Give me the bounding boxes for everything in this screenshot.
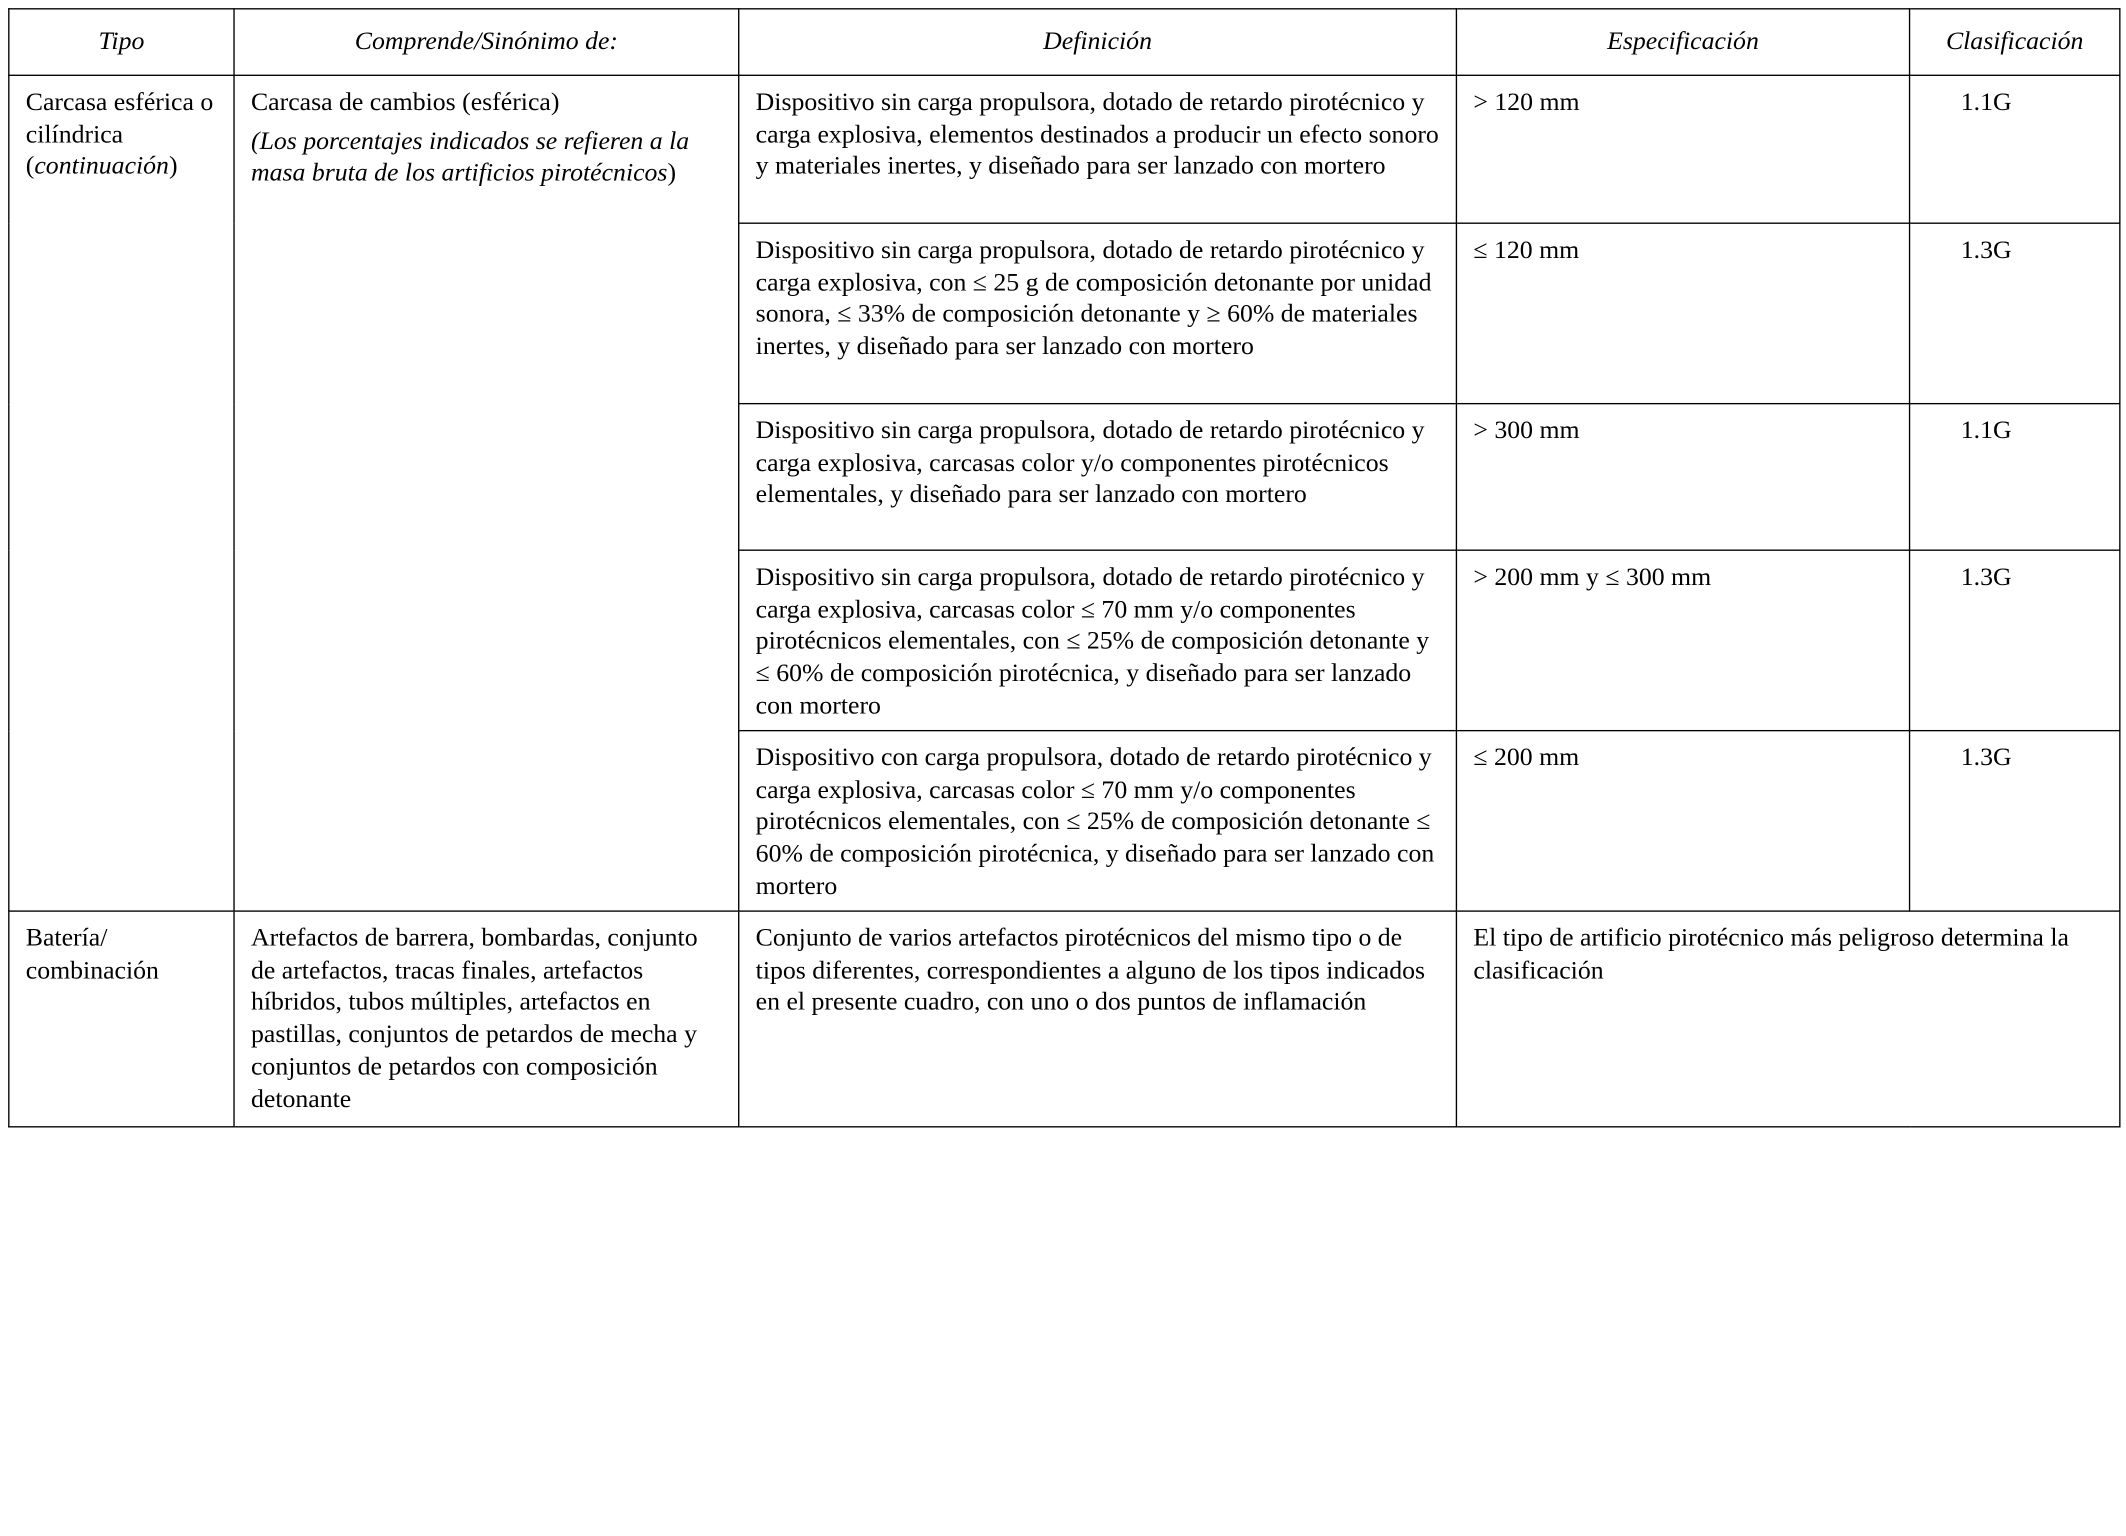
cell-especificacion-clasificacion: El tipo de artificio pirotécnico más peligroso determina la clasificación bbox=[1456, 911, 2119, 1127]
header-especificacion: Especificación bbox=[1456, 9, 1909, 75]
comprende-note: Los porcentajes indicados se refieren a la masa bruta de los artificios pirotécnicos bbox=[250, 127, 690, 188]
classification-table bbox=[8, 8, 2120, 1128]
cell-especificacion: ≤ 120 mm bbox=[1456, 223, 1909, 403]
header-row bbox=[9, 9, 2120, 75]
cell-especificacion: > 200 mm y ≤ 300 mm bbox=[1456, 550, 1909, 730]
header-tipo: Tipo bbox=[9, 9, 234, 75]
cell-tipo: Batería/ combinación bbox=[9, 911, 234, 1127]
cell-clasificacion: 1.1G bbox=[1910, 404, 2120, 551]
cell-definicion: Dispositivo sin carga propulsora, dotado de retardo pirotécnico y carga explosiva, carcasas color y/o componentes pirotécnicos elementales, y diseñado para ser lanzado con mortero bbox=[739, 404, 1457, 551]
cell-clasificacion: 1.3G bbox=[1910, 223, 2120, 403]
header-definicion: Definición bbox=[739, 9, 1457, 75]
cell-clasificacion: 1.3G bbox=[1910, 731, 2120, 911]
cell-comprende bbox=[234, 75, 739, 911]
table-row bbox=[9, 75, 2120, 223]
cell-definicion: Conjunto de varios artefactos pirotécnicos del mismo tipo o de tipos diferentes, correspondientes a alguno de los tipos indicados en el presente cuadro, con uno o dos puntos de inflamación bbox=[739, 911, 1457, 1127]
cell-definicion: Dispositivo sin carga propulsora, dotado de retardo pirotécnico y carga explosiva, carcasas color ≤ 70 mm y/o componentes pirotécnicos elementales, con ≤ 25% de composición detonante y ≤ 60% de composición pirotécnica, y diseñado para ser lanzado con mortero bbox=[739, 550, 1457, 730]
tipo-main: Carcasa esférica o cilíndrica bbox=[25, 88, 214, 149]
comprende-note-wrap: (Los porcentajes indicados se refieren a la masa bruta de los artificios pirotécnicos) bbox=[250, 127, 690, 188]
comprende-main: Carcasa de cambios (esférica) bbox=[250, 88, 560, 117]
cell-especificacion: > 300 mm bbox=[1456, 404, 1909, 551]
cell-definicion: Dispositivo sin carga propulsora, dotado de retardo pirotécnico y carga explosiva, elementos destinados a producir un efecto sonoro y materiales inertes, y diseñado para ser lanzado con mortero bbox=[739, 75, 1457, 223]
tipo-note: continuación bbox=[34, 152, 169, 182]
cell-clasificacion: 1.3G bbox=[1910, 550, 2120, 730]
cell-especificacion: > 120 mm bbox=[1456, 75, 1909, 223]
cell-especificacion: ≤ 200 mm bbox=[1456, 731, 1909, 911]
cell-definicion: Dispositivo con carga propulsora, dotado de retardo pirotécnico y carga explosiva, carcasas color ≤ 70 mm y/o componentes pirotécnicos elementales, con ≤ 25% de composición detonante ≤ 60% de composición pirotécnica, y diseñado para ser lanzado con mortero bbox=[739, 731, 1457, 911]
cell-definicion: Dispositivo sin carga propulsora, dotado de retardo pirotécnico y carga explosiva, con ≤ 25 g de composición detonante por unidad sonora, ≤ 33% de composición detonante y ≥ 60% de materiales inertes, y diseñado para ser lanzado con mortero bbox=[739, 223, 1457, 403]
cell-tipo: Carcasa esférica o cilíndrica (continuación) bbox=[9, 75, 234, 911]
header-clasificacion: Clasificación bbox=[1910, 9, 2120, 75]
header-comprende: Comprende/Sinónimo de: bbox=[234, 9, 739, 75]
cell-clasificacion: 1.1G bbox=[1910, 75, 2120, 223]
cell-comprende: Artefactos de barrera, bombardas, conjunto de artefactos, tracas finales, artefactos híbridos, tubos múltiples, artefactos en pastillas, conjuntos de petardos de mecha y conjuntos de petardos con composición detonante bbox=[234, 911, 739, 1127]
table-row bbox=[9, 911, 2120, 1127]
